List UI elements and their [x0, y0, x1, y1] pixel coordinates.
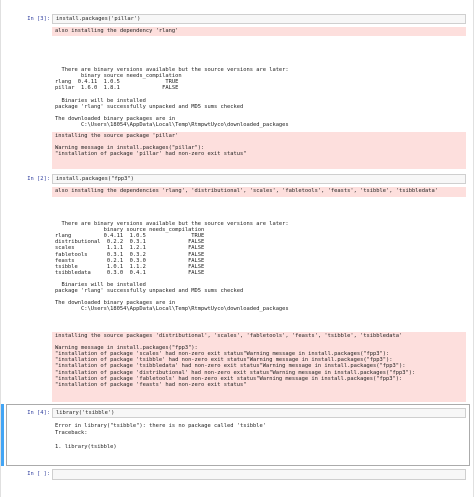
input-prompt: In [ ]: — [27, 471, 50, 477]
input-prompt: In [3]: — [27, 16, 50, 22]
code-input[interactable] — [52, 469, 466, 480]
stderr-output: installing the source packages 'distributional', 'scales', 'fabletools', 'feasts', 'tsibble', 'tsibbledata' Warning message in install.packages("fpp3"): "installation of package 'scales' had non-zero exit status"Warning message in install.packages("fpp3"): "installation of package 'tsibble' had non-zero exit status"Warning message in install.packages("fpp3"): "installation of package 'tsibbledata' had non-zero exit status"Warning message in install.packages("fpp3"): "installation of package 'distributional' had non-zero exit status"Warning message in install.packages("fpp3"): "installation of package 'fabletools' had non-zero exit status"Warning message in install.packages("fpp3"): "installation of package 'feasts' had non-zero exit status" — [52, 332, 466, 402]
stdout-output: There are binary versions available but the source versions are later: binary source needs_compilation rlang 0.4.11 1.0.5 TRUE distributional 0.2.2 0.3.1 FALSE scales 1.1.1 1.2.1 FALSE fabletools 0.3.1 0.3.2 FALSE feasts 0.2.1 0.3.0 FALSE tsibble 1.0.1 1.1.2 FALSE tsibbledata 0.3.0 0.4.1 FALSE Binaries will be installed package 'rlang' successfully unpacked and MD5 sums checked The downloaded binary packages are in C:\Users\18054\AppData\Local\Temp\RtmpwtUyco\downloaded_packages — [52, 214, 466, 326]
stdout-output: There are binary versions available but the source versions are later: binary source needs_compilation rlang 0.4.11 1.0.5 TRUE pillar 1.6.0 1.8.1 FALSE Binaries will be installed package 'rlang' successfully unpacked and MD5 sums checked The downloaded binary packages are in C:\Users\18054\AppData\Local\Temp\RtmpwtUyco\downloaded_packages — [52, 60, 466, 150]
error-output: Error in library("tsibble"): there is no package called 'tsibble' Traceback: 1. library(tsibble) — [52, 422, 466, 460]
code-input[interactable]: install.packages('pillar') — [52, 14, 466, 24]
stderr-output: installing the source package 'pillar' Warning message in install.packages("pillar"): "installation of package 'pillar' had non-zero exit status" — [52, 132, 466, 169]
stderr-output: also installing the dependencies 'rlang', 'distributional', 'scales', 'fabletools', 'feasts', 'tsibble', 'tsibbledata' — [52, 187, 466, 197]
code-input[interactable]: library('tsibble') — [52, 408, 466, 418]
input-prompt: In [2]: — [27, 176, 50, 182]
code-input[interactable]: install.packages("fpp3") — [52, 174, 466, 184]
input-prompt: In [4]: — [27, 410, 50, 416]
selected-cell-indicator — [1, 404, 4, 466]
stderr-output: also installing the dependency 'rlang' — [52, 27, 466, 36]
